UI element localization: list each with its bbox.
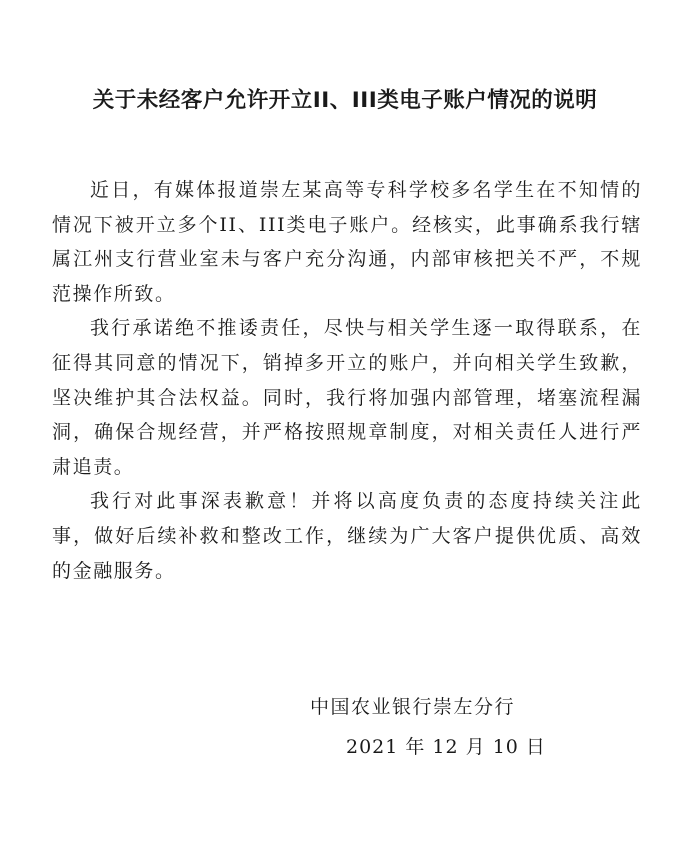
document-title: 关于未经客户允许开立II、III类电子账户情况的说明 <box>92 88 598 113</box>
paragraph-2: 我行承诺绝不推诿责任，尽快与相关学生逐一取得联系，在征得其同意的情况下，销掉多开立的账户，并向相关学生致歉，坚决维护其合法权益。同时，我行将加强内部管理，堵塞流程漏洞，确保合规经营，并严格按照规章制度，对相关责任人进行严肃追责。 <box>52 317 642 478</box>
paragraph-3: 我行对此事深表歉意！并将以高度负责的态度持续关注此事，做好后续补救和整改工作，继续为广大客户提供优质、高效的金融服务。 <box>52 490 642 582</box>
signature-date: 2021 年 12 月 10 日 <box>346 736 546 758</box>
paragraph-1: 近日，有媒体报道崇左某高等专科学校多名学生在不知情的情况下被开立多个II、III类电子账户。经核实，此事确系我行辖属江州支行营业室未与客户充分沟通，内部审核把关不严，不规范操作所致。 <box>52 179 642 305</box>
signature-organization: 中国农业银行崇左分行 <box>310 696 516 718</box>
document-body <box>52 173 642 588</box>
